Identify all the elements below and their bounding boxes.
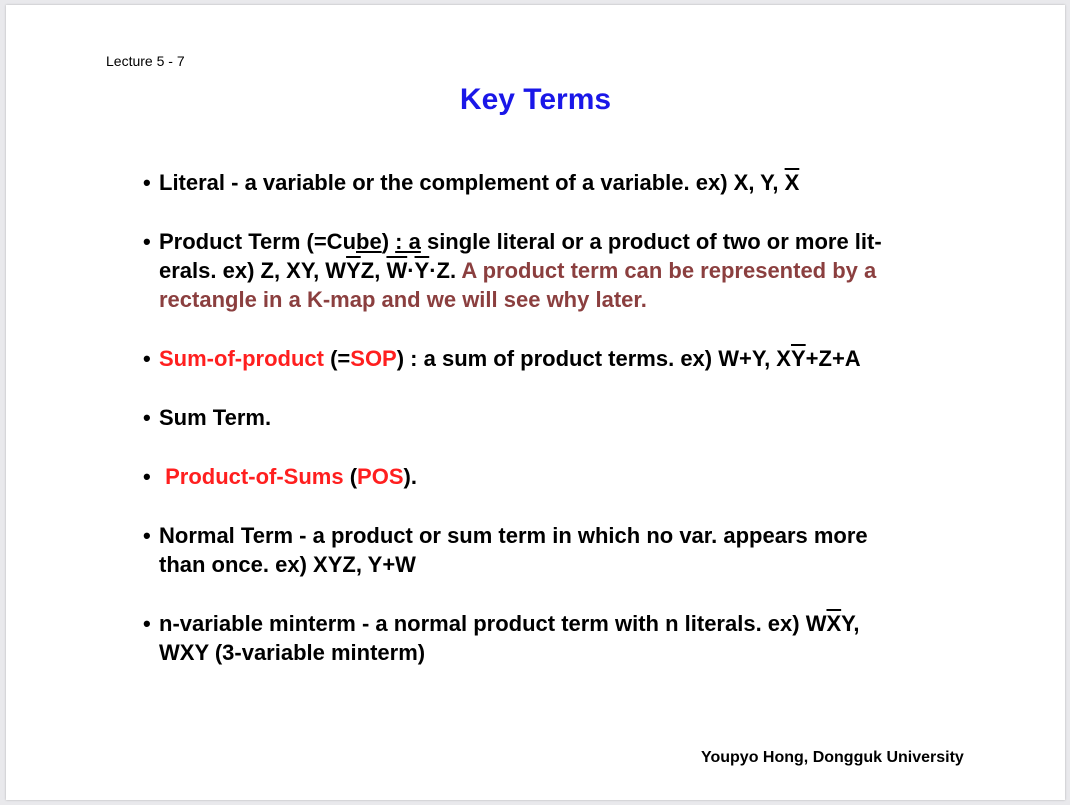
slide <box>6 5 1065 800</box>
bullet-dot-icon: • <box>143 523 151 548</box>
bullet-product-term: • Product Term (=Cube) : a single literal or a product of two or more lit- erals. ex) Z, XY, $W\overline{Y}Z$, $\overline{W}\cdot\overline{Y}\cdot Z$. A product term can be represented by a rectangle in a K-map and we will see why later. <box>143 229 882 312</box>
bullet-literal: • Literal - a variable or the complement of a variable. ex) X, Y, $\overline{X}$ <box>143 170 800 195</box>
bullet-dot-icon: • <box>143 611 151 636</box>
bullet-minterm: • n-variable minterm - a normal product term with n literals. ex) $W\overline{X}Y$, WXY (3-variable minterm) <box>143 611 860 665</box>
bullet-dot-icon: • <box>143 464 151 489</box>
bullet-sum-term: • Sum Term. <box>143 405 272 430</box>
x-complement: $\overline{X}$ <box>784 170 800 195</box>
slide-title: Key Terms <box>459 83 612 116</box>
bullet-sop: • Sum-of-product (=SOP) : a sum of product terms. ex) W+Y, $X\overline{Y}+Z+A$ <box>143 346 861 371</box>
lecture-number: Lecture 5 - 7 <box>106 53 185 69</box>
bullet-dot-icon: • <box>143 405 151 430</box>
bullet-normal-term: • Normal Term - a product or sum term in which no var. appears more than once. ex) XYZ, Y+W <box>143 523 868 577</box>
bullet-dot-icon: • <box>143 346 151 371</box>
footer-author: Youpyo Hong, Dongguk University <box>701 749 964 766</box>
bullet-pos: • Product-of-Sums (POS). <box>143 464 417 489</box>
bullet-dot-icon: • <box>143 229 151 254</box>
bullet-dot-icon: • <box>143 170 151 195</box>
